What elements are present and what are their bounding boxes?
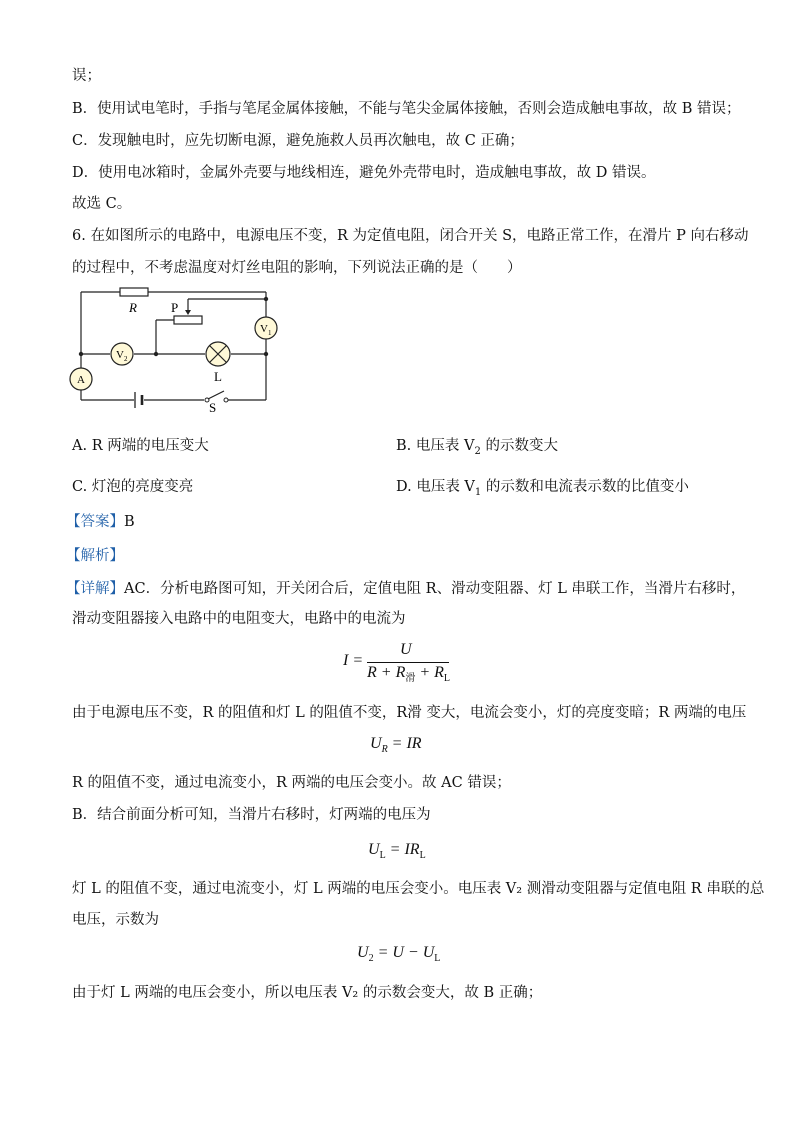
text-line: D．使用电冰箱时，金属外壳要与地线相连，避免外壳带电时，造成触电事故，故 D 错误。 (72, 165, 656, 181)
label-V1: V (260, 323, 268, 335)
eq4-sub2: L (434, 953, 441, 964)
option-c: C. 灯泡的亮度变亮 (72, 479, 194, 495)
eq2-b: = IR (387, 735, 422, 752)
question-stem: 的过程中，不考虑温度对灯丝电阻的影响，下列说法正确的是（ ） (72, 260, 522, 276)
label-L: L (214, 369, 222, 384)
equation-ul (368, 841, 426, 861)
option-b-text: B. 电压表 V (396, 438, 475, 454)
text-line: C．发现触电时，应先切断电源，避免施救人员再次触电，故 C 正确； (72, 133, 524, 149)
eq1-den-sub2: L (443, 673, 451, 684)
fraction-bar (367, 662, 449, 663)
text-line: 误； (72, 68, 101, 84)
detail-tag: 【详解】 (66, 581, 124, 597)
equation-u2 (357, 944, 440, 964)
eq1-den-sub: 滑 (405, 673, 416, 684)
answer-line (66, 512, 135, 532)
answer-tag: 【答案】 (66, 514, 124, 530)
label-A: A (77, 374, 85, 386)
eq4-sub: 2 (368, 953, 374, 964)
answer-value: B (124, 514, 135, 530)
eq1-den-b: + R (415, 664, 444, 681)
eq1-lhs: I = (343, 652, 364, 669)
option-d (396, 477, 689, 503)
question-stem: 6. 在如图所示的电路中，电源电压不变，R 为定值电阻，闭合开关 S，电路正常工作，在滑片 P 向右移动 (72, 228, 749, 244)
eq3-b: = IR (385, 841, 420, 858)
eq3-a: U (368, 841, 380, 858)
equation-ur (370, 735, 422, 755)
eq3-sub2: L (419, 850, 426, 861)
eq2-a: U (370, 735, 382, 752)
eq1-den-a: R + R (367, 664, 406, 681)
eq4-b: = U − U (373, 944, 435, 961)
eq2-sub: R (381, 744, 388, 755)
eq1-den (367, 664, 450, 684)
option-a: A. R 两端的电压变大 (72, 438, 209, 454)
text-line: 灯 L 的阻值不变，通过电流变小，灯 L 两端的电压会变小。电压表 V₂ 测滑动变阻器与定值电阻 R 串联的总 (72, 881, 765, 897)
text-line: R 的阻值不变，通过电流变小，R 两端的电压会变小。故 AC 错误； (72, 775, 511, 791)
option-b-sub: 2 (474, 446, 481, 457)
label-V1-sub: 1 (268, 329, 272, 337)
text-line: B．结合前面分析可知，当滑片右移时，灯两端的电压为 (72, 807, 431, 823)
text-line: 滑动变阻器接入电路中的电阻变大，电路中的电流为 (72, 611, 406, 627)
text-line: 由于灯 L 两端的电压会变小，所以电压表 V₂ 的示数会变大，故 B 正确； (72, 985, 543, 1001)
label-V2-sub: 2 (124, 355, 128, 363)
label-S: S (209, 400, 217, 412)
rheostat (174, 316, 202, 324)
detail-text: AC．分析电路图可知，开关闭合后，定值电阻 R、滑动变阻器、灯 L 串联工作，当滑片右移时， (124, 581, 746, 597)
label-R: R (129, 300, 137, 315)
option-b (396, 436, 558, 462)
eq3-sub: L (379, 850, 386, 861)
eq1-num: U (400, 641, 412, 658)
option-d-text: D. 电压表 V (396, 479, 475, 495)
label-P: P (171, 300, 179, 315)
eq4-a: U (357, 944, 369, 961)
battery-icon (135, 392, 142, 408)
option-b-post: 的示数变大 (480, 438, 558, 454)
equation-current (343, 641, 463, 687)
resistor-R (120, 288, 148, 296)
text-line: 电压，示数为 (72, 912, 159, 928)
analysis-tag: 【解析】 (66, 548, 124, 564)
text-line: 由于电源电压不变，R 的阻值和灯 L 的阻值不变，R滑 变大，电流会变小，灯的亮度变暗；R 两端的电压 (72, 705, 747, 721)
circuit-diagram (68, 282, 278, 412)
option-d-sub: 1 (474, 487, 482, 498)
option-d-post: 的示数和电流表示数的比值变小 (481, 479, 689, 495)
choice-line: 故选 C。 (72, 196, 132, 212)
text-line: B．使用试电笔时，手指与笔尾金属体接触，不能与笔尖金属体接触，否则会造成触电事故，故 B 错误； (72, 101, 741, 117)
analysis-heading (66, 546, 124, 566)
detail-line (66, 579, 745, 599)
label-V2: V (116, 349, 124, 361)
